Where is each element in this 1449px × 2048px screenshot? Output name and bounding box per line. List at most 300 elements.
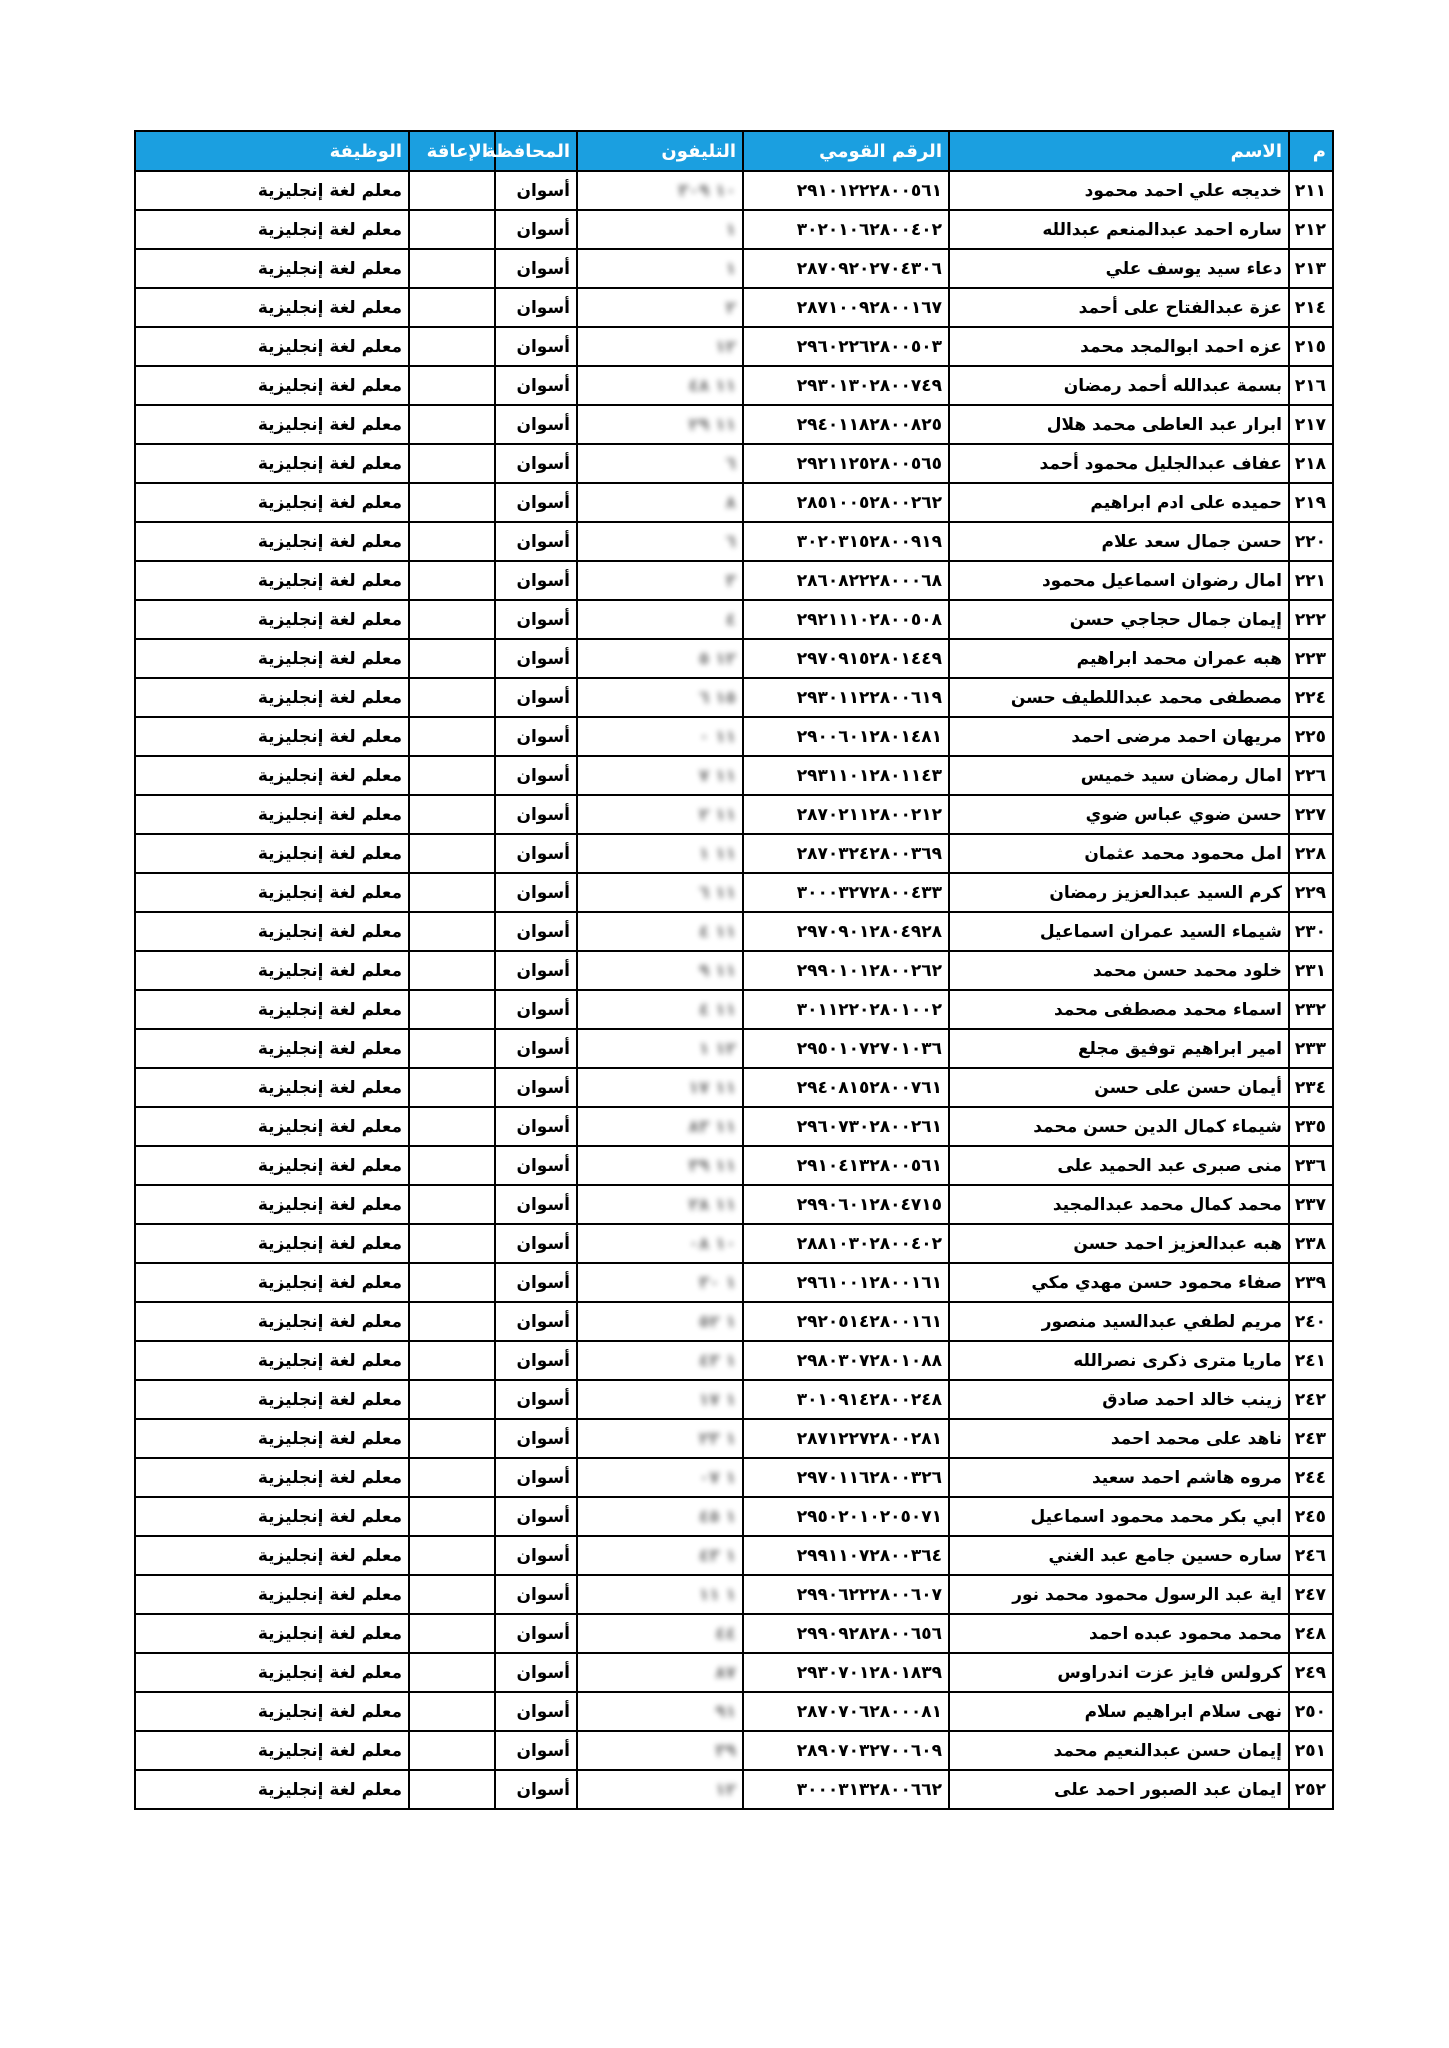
cell-phone — [577, 1263, 743, 1302]
cell-national-id: ٢٩١٠٤١٣٢٨٠٠٥٦١ — [743, 1146, 949, 1185]
cell-name: حسن ضوي عباس ضوي — [949, 795, 1289, 834]
cell-job: معلم لغة إنجليزية — [135, 1107, 409, 1146]
cell-name: عفاف عبدالجليل محمود أحمد — [949, 444, 1289, 483]
table-row — [135, 1536, 1333, 1575]
cell-governorate: أسوان — [495, 600, 577, 639]
table-header — [135, 131, 1333, 171]
table-row — [135, 951, 1333, 990]
phone-value-redacted: ١٢ — [715, 1779, 736, 1800]
table-row — [135, 1341, 1333, 1380]
cell-national-id: ٣٠٠٠٣١٣٢٨٠٠٦٦٢ — [743, 1770, 949, 1809]
cell-governorate: أسوان — [495, 1302, 577, 1341]
cell-governorate: أسوان — [495, 873, 577, 912]
cell-governorate: أسوان — [495, 639, 577, 678]
cell-national-id: ٢٩٢١١٢٥٢٨٠٠٥٦٥ — [743, 444, 949, 483]
cell-national-id: ٣٠٠٠٣٢٧٢٨٠٠٤٣٣ — [743, 873, 949, 912]
cell-num: ٢٣٥ — [1289, 1107, 1333, 1146]
cell-phone — [577, 483, 743, 522]
cell-num: ٢٥١ — [1289, 1731, 1333, 1770]
cell-name: صفاء محمود حسن مهدي مكي — [949, 1263, 1289, 1302]
cell-job: معلم لغة إنجليزية — [135, 1185, 409, 1224]
cell-name: ابرار عبد العاطى محمد هلال — [949, 405, 1289, 444]
phone-value-redacted: ١١ ٢٨ — [688, 1194, 736, 1215]
cell-num: ٢٢٩ — [1289, 873, 1333, 912]
cell-national-id: ٢٩٦٠٢٢٦٢٨٠٠٥٠٣ — [743, 327, 949, 366]
cell-governorate: أسوان — [495, 678, 577, 717]
cell-job: معلم لغة إنجليزية — [135, 444, 409, 483]
cell-phone — [577, 951, 743, 990]
cell-national-id: ٢٩٣٠١٣٠٢٨٠٠٧٤٩ — [743, 366, 949, 405]
cell-job: معلم لغة إنجليزية — [135, 171, 409, 210]
cell-job: معلم لغة إنجليزية — [135, 1341, 409, 1380]
cell-job: معلم لغة إنجليزية — [135, 1380, 409, 1419]
cell-phone — [577, 405, 743, 444]
cell-disability — [409, 990, 495, 1029]
cell-national-id: ٢٨٧١٢٢٧٢٨٠٠٢٨١ — [743, 1419, 949, 1458]
cell-governorate: أسوان — [495, 1458, 577, 1497]
cell-national-id: ٢٩٧٠١١٦٢٨٠٠٣٢٦ — [743, 1458, 949, 1497]
table-row — [135, 1224, 1333, 1263]
cell-governorate: أسوان — [495, 1029, 577, 1068]
cell-phone — [577, 288, 743, 327]
table-row — [135, 990, 1333, 1029]
cell-job: معلم لغة إنجليزية — [135, 834, 409, 873]
cell-disability — [409, 1029, 495, 1068]
cell-phone — [577, 1302, 743, 1341]
phone-value-redacted: ١١ ١ — [698, 843, 736, 864]
cell-national-id: ٢٩٥٠٢٠١٠٢٠٥٠٧١ — [743, 1497, 949, 1536]
cell-name: امل محمود محمد عثمان — [949, 834, 1289, 873]
cell-job: معلم لغة إنجليزية — [135, 366, 409, 405]
cell-num: ٢٣٩ — [1289, 1263, 1333, 1302]
phone-value-redacted: ١٢ — [715, 336, 736, 357]
phone-value-redacted: ٦ — [725, 453, 736, 474]
phone-value-redacted: ١١ ٢٩ — [688, 414, 736, 435]
cell-national-id: ٢٨٧٠٧٠٦٢٨٠٠٠٨١ — [743, 1692, 949, 1731]
cell-job: معلم لغة إنجليزية — [135, 912, 409, 951]
cell-governorate: أسوان — [495, 1653, 577, 1692]
cell-phone — [577, 1146, 743, 1185]
cell-national-id: ٢٩٩٠١٠١٢٨٠٠٢٦٢ — [743, 951, 949, 990]
cell-num: ٢٤٢ — [1289, 1380, 1333, 1419]
phone-value-redacted: ٣٩ — [715, 1740, 736, 1761]
cell-national-id: ٢٨٧٠٩٢٠٢٧٠٤٣٠٦ — [743, 249, 949, 288]
table-row — [135, 522, 1333, 561]
cell-disability — [409, 327, 495, 366]
cell-governorate: أسوان — [495, 1068, 577, 1107]
cell-disability — [409, 1302, 495, 1341]
header-num: م — [1289, 131, 1333, 171]
phone-value-redacted: ١١ ٢ — [698, 804, 736, 825]
cell-phone — [577, 249, 743, 288]
table-row — [135, 444, 1333, 483]
cell-national-id: ٢٩٩٠٦٠١٢٨٠٤٧١٥ — [743, 1185, 949, 1224]
cell-phone — [577, 1614, 743, 1653]
cell-name: حسن جمال سعد علام — [949, 522, 1289, 561]
cell-job: معلم لغة إنجليزية — [135, 990, 409, 1029]
cell-name: ساره حسين جامع عبد الغني — [949, 1536, 1289, 1575]
cell-num: ٢١٨ — [1289, 444, 1333, 483]
cell-name: محمد محمود عبده احمد — [949, 1614, 1289, 1653]
cell-disability — [409, 1575, 495, 1614]
cell-governorate: أسوان — [495, 1692, 577, 1731]
header-row — [135, 131, 1333, 171]
cell-national-id: ٢٨٧٠٣٢٤٢٨٠٠٣٦٩ — [743, 834, 949, 873]
cell-phone — [577, 990, 743, 1029]
cell-governorate: أسوان — [495, 990, 577, 1029]
cell-num: ٢٢٥ — [1289, 717, 1333, 756]
cell-num: ٢٤١ — [1289, 1341, 1333, 1380]
cell-national-id: ٢٨٨١٠٣٠٢٨٠٠٤٠٢ — [743, 1224, 949, 1263]
cell-phone — [577, 600, 743, 639]
cell-phone — [577, 1419, 743, 1458]
table-row — [135, 1614, 1333, 1653]
cell-phone — [577, 444, 743, 483]
cell-phone — [577, 1458, 743, 1497]
cell-governorate: أسوان — [495, 1497, 577, 1536]
cell-disability — [409, 1458, 495, 1497]
cell-disability — [409, 1380, 495, 1419]
cell-phone — [577, 1341, 743, 1380]
cell-job: معلم لغة إنجليزية — [135, 522, 409, 561]
cell-phone — [577, 210, 743, 249]
cell-job: معلم لغة إنجليزية — [135, 288, 409, 327]
header-phone: التليفون — [577, 131, 743, 171]
cell-num: ٢٣٦ — [1289, 1146, 1333, 1185]
table-row — [135, 249, 1333, 288]
cell-job: معلم لغة إنجليزية — [135, 405, 409, 444]
phone-value-redacted: ١٢ ١ — [698, 1038, 736, 1059]
table-row — [135, 600, 1333, 639]
cell-disability — [409, 756, 495, 795]
cell-phone — [577, 1380, 743, 1419]
cell-disability — [409, 1653, 495, 1692]
cell-disability — [409, 483, 495, 522]
table-row — [135, 366, 1333, 405]
cell-phone — [577, 912, 743, 951]
table-row — [135, 1497, 1333, 1536]
cell-job: معلم لغة إنجليزية — [135, 600, 409, 639]
cell-num: ٢٥٢ — [1289, 1770, 1333, 1809]
header-job: الوظيفة — [135, 131, 409, 171]
cell-job: معلم لغة إنجليزية — [135, 327, 409, 366]
cell-national-id: ٢٩٣٠٧٠١٢٨٠١٨٣٩ — [743, 1653, 949, 1692]
cell-name: مروه هاشم احمد سعيد — [949, 1458, 1289, 1497]
cell-num: ٢٤٧ — [1289, 1575, 1333, 1614]
cell-num: ٢٤٣ — [1289, 1419, 1333, 1458]
cell-name: إيمان حسن عبدالنعيم محمد — [949, 1731, 1289, 1770]
phone-value-redacted: ٨ — [725, 492, 736, 513]
cell-num: ٢٢٠ — [1289, 522, 1333, 561]
cell-num: ٢٣٤ — [1289, 1068, 1333, 1107]
table-row — [135, 1770, 1333, 1809]
cell-national-id: ٢٩٥٠١٠٧٢٧٠١٠٣٦ — [743, 1029, 949, 1068]
cell-phone — [577, 717, 743, 756]
header-governorate: المحافظة — [495, 131, 577, 171]
phone-value-redacted: ١ ٠٧ — [698, 1467, 736, 1488]
table-row — [135, 717, 1333, 756]
cell-national-id: ٢٨٦٠٨٢٢٢٨٠٠٠٦٨ — [743, 561, 949, 600]
cell-num: ٢٢٣ — [1289, 639, 1333, 678]
cell-disability — [409, 171, 495, 210]
header-national-id: الرقم القومي — [743, 131, 949, 171]
cell-disability — [409, 1497, 495, 1536]
cell-governorate: أسوان — [495, 327, 577, 366]
cell-name: خلود محمد حسن محمد — [949, 951, 1289, 990]
cell-disability — [409, 210, 495, 249]
cell-name: هبه عبدالعزيز احمد حسن — [949, 1224, 1289, 1263]
cell-name: شيماء السيد عمران اسماعيل — [949, 912, 1289, 951]
table-row — [135, 1068, 1333, 1107]
cell-phone — [577, 639, 743, 678]
cell-phone — [577, 1731, 743, 1770]
cell-name: ساره احمد عبدالمنعم عبدالله — [949, 210, 1289, 249]
cell-name: أيمان حسن على حسن — [949, 1068, 1289, 1107]
phone-value-redacted: ١ ٢٣ — [698, 1428, 736, 1449]
table-row — [135, 912, 1333, 951]
cell-governorate: أسوان — [495, 561, 577, 600]
cell-num: ٢٣١ — [1289, 951, 1333, 990]
phone-value-redacted: ١٢ ٥ — [698, 648, 736, 669]
cell-national-id: ٢٩٤٠٨١٥٢٨٠٠٧٦١ — [743, 1068, 949, 1107]
cell-name: ماريا مترى ذكرى نصرالله — [949, 1341, 1289, 1380]
cell-governorate: أسوان — [495, 1146, 577, 1185]
cell-job: معلم لغة إنجليزية — [135, 1653, 409, 1692]
cell-national-id: ٣٠٢٠٣١٥٢٨٠٠٩١٩ — [743, 522, 949, 561]
cell-governorate: أسوان — [495, 1419, 577, 1458]
cell-job: معلم لغة إنجليزية — [135, 795, 409, 834]
phone-value-redacted: ١ — [725, 219, 736, 240]
phone-value-redacted: ١ ٤٥ — [698, 1506, 736, 1527]
cell-national-id: ٢٩٩١١٠٧٢٨٠٠٣٦٤ — [743, 1536, 949, 1575]
cell-phone — [577, 873, 743, 912]
cell-disability — [409, 795, 495, 834]
cell-disability — [409, 639, 495, 678]
cell-name: مصطفى محمد عبداللطيف حسن — [949, 678, 1289, 717]
cell-phone — [577, 1770, 743, 1809]
cell-disability — [409, 522, 495, 561]
phone-value-redacted: ١١ ٠ — [698, 726, 736, 747]
cell-num: ٢١٤ — [1289, 288, 1333, 327]
cell-job: معلم لغة إنجليزية — [135, 1536, 409, 1575]
table-row — [135, 210, 1333, 249]
cell-num: ٢٤٩ — [1289, 1653, 1333, 1692]
cell-national-id: ٢٩٣١١٠١٢٨٠١١٤٣ — [743, 756, 949, 795]
cell-phone — [577, 327, 743, 366]
cell-disability — [409, 912, 495, 951]
cell-phone — [577, 1536, 743, 1575]
cell-job: معلم لغة إنجليزية — [135, 1458, 409, 1497]
cell-job: معلم لغة إنجليزية — [135, 873, 409, 912]
cell-national-id: ٢٩٦١٠٠١٢٨٠٠١٦١ — [743, 1263, 949, 1302]
table-row — [135, 1302, 1333, 1341]
cell-num: ٢٣٣ — [1289, 1029, 1333, 1068]
table-row — [135, 405, 1333, 444]
cell-name: ابي بكر محمد محمود اسماعيل — [949, 1497, 1289, 1536]
cell-disability — [409, 1692, 495, 1731]
phone-value-redacted: ٤ — [725, 609, 736, 630]
cell-num: ٢١٢ — [1289, 210, 1333, 249]
cell-name: امال رضوان اسماعيل محمود — [949, 561, 1289, 600]
table-row — [135, 639, 1333, 678]
cell-phone — [577, 366, 743, 405]
cell-governorate: أسوان — [495, 1107, 577, 1146]
phone-value-redacted: ٦ — [725, 531, 736, 552]
phone-value-redacted: ١٠ ٣٠٩ — [678, 180, 736, 201]
phone-value-redacted: ١١ ٧ — [698, 765, 736, 786]
phone-value-redacted: ١ ١٧ — [698, 1389, 736, 1410]
cell-name: امال رمضان سيد خميس — [949, 756, 1289, 795]
cell-name: اية عبد الرسول محمود محمد نور — [949, 1575, 1289, 1614]
cell-disability — [409, 288, 495, 327]
table-row — [135, 756, 1333, 795]
cell-governorate: أسوان — [495, 210, 577, 249]
cell-disability — [409, 1224, 495, 1263]
cell-phone — [577, 834, 743, 873]
cell-governorate: أسوان — [495, 1731, 577, 1770]
cell-national-id: ٣٠١١٢٢٠٢٨٠١٠٠٢ — [743, 990, 949, 1029]
cell-national-id: ٣٠١٠٩١٤٢٨٠٠٢٤٨ — [743, 1380, 949, 1419]
cell-national-id: ٢٨٥١٠٠٥٢٨٠٠٢٦٢ — [743, 483, 949, 522]
phone-value-redacted: ١٥ ٦ — [698, 687, 736, 708]
phone-value-redacted: ١ ٤٣ — [698, 1350, 736, 1371]
cell-national-id: ٢٨٧١٠٠٩٢٨٠٠١٦٧ — [743, 288, 949, 327]
phone-value-redacted: ٢ — [725, 297, 736, 318]
cell-national-id: ٢٩٣٠١١٢٢٨٠٠٦١٩ — [743, 678, 949, 717]
cell-num: ٢١٧ — [1289, 405, 1333, 444]
cell-job: معلم لغة إنجليزية — [135, 1146, 409, 1185]
cell-disability — [409, 1263, 495, 1302]
cell-name: اسماء محمد مصطفى محمد — [949, 990, 1289, 1029]
cell-national-id: ٢٩٧٠٩٠١٢٨٠٤٩٢٨ — [743, 912, 949, 951]
cell-phone — [577, 1497, 743, 1536]
cell-national-id: ٢٨٧٠٢١١٢٨٠٠٢١٢ — [743, 795, 949, 834]
cell-disability — [409, 873, 495, 912]
phone-value-redacted: ١١ ٨٣ — [688, 1116, 736, 1137]
cell-name: نهى سلام ابراهيم سلام — [949, 1692, 1289, 1731]
table-row — [135, 1263, 1333, 1302]
cell-phone — [577, 1224, 743, 1263]
phone-value-redacted: ١١ ٤ — [698, 999, 736, 1020]
cell-job: معلم لغة إنجليزية — [135, 756, 409, 795]
cell-job: معلم لغة إنجليزية — [135, 249, 409, 288]
cell-num: ٢٢٦ — [1289, 756, 1333, 795]
cell-disability — [409, 366, 495, 405]
cell-governorate: أسوان — [495, 366, 577, 405]
employee-table — [134, 130, 1334, 1810]
cell-job: معلم لغة إنجليزية — [135, 951, 409, 990]
cell-job: معلم لغة إنجليزية — [135, 561, 409, 600]
cell-national-id: ٢٩٦٠٧٣٠٢٨٠٠٢٦١ — [743, 1107, 949, 1146]
cell-governorate: أسوان — [495, 522, 577, 561]
table-row — [135, 1029, 1333, 1068]
cell-governorate: أسوان — [495, 444, 577, 483]
cell-phone — [577, 561, 743, 600]
cell-governorate: أسوان — [495, 1770, 577, 1809]
cell-job: معلم لغة إنجليزية — [135, 1263, 409, 1302]
phone-value-redacted: ١٠ ٠٨ — [688, 1233, 736, 1254]
cell-phone — [577, 795, 743, 834]
cell-job: معلم لغة إنجليزية — [135, 1068, 409, 1107]
cell-num: ٢٣٨ — [1289, 1224, 1333, 1263]
cell-phone — [577, 1692, 743, 1731]
cell-disability — [409, 1107, 495, 1146]
cell-num: ٢٢٢ — [1289, 600, 1333, 639]
cell-name: زينب خالد احمد صادق — [949, 1380, 1289, 1419]
cell-disability — [409, 834, 495, 873]
phone-value-redacted: ١ ٣٠ — [698, 1272, 736, 1293]
phone-value-redacted: ١ ٤٣ — [698, 1545, 736, 1566]
cell-name: محمد كمال محمد عبدالمجيد — [949, 1185, 1289, 1224]
table-row — [135, 1380, 1333, 1419]
cell-num: ٢٣٢ — [1289, 990, 1333, 1029]
cell-name: هبه عمران محمد ابراهيم — [949, 639, 1289, 678]
cell-governorate: أسوان — [495, 1380, 577, 1419]
table-row — [135, 1653, 1333, 1692]
cell-disability — [409, 951, 495, 990]
cell-phone — [577, 1653, 743, 1692]
phone-value-redacted: ١ ٥٢ — [698, 1311, 736, 1332]
cell-name: كرم السيد عبدالعزيز رمضان — [949, 873, 1289, 912]
cell-phone — [577, 522, 743, 561]
cell-name: خديجه علي احمد محمود — [949, 171, 1289, 210]
cell-job: معلم لغة إنجليزية — [135, 483, 409, 522]
cell-national-id: ٢٩٤٠١١٨٢٨٠٠٨٢٥ — [743, 405, 949, 444]
cell-disability — [409, 600, 495, 639]
cell-num: ٢٤٥ — [1289, 1497, 1333, 1536]
cell-phone — [577, 1107, 743, 1146]
cell-num: ٢١٦ — [1289, 366, 1333, 405]
cell-disability — [409, 561, 495, 600]
cell-governorate: أسوان — [495, 912, 577, 951]
cell-job: معلم لغة إنجليزية — [135, 1497, 409, 1536]
cell-name: دعاء سيد يوسف علي — [949, 249, 1289, 288]
phone-value-redacted: ١١ ٣٩ — [688, 1155, 736, 1176]
table-row — [135, 288, 1333, 327]
cell-name: عزه احمد ابوالمجد محمد — [949, 327, 1289, 366]
cell-national-id: ٢٩٢١١١٠٢٨٠٠٥٠٨ — [743, 600, 949, 639]
cell-num: ٢٢١ — [1289, 561, 1333, 600]
phone-value-redacted: ١١ ٦ — [698, 882, 736, 903]
cell-name: كرولس فايز عزت اندراوس — [949, 1653, 1289, 1692]
cell-name: مريم لطفي عبدالسيد منصور — [949, 1302, 1289, 1341]
cell-phone — [577, 171, 743, 210]
cell-num: ٢١١ — [1289, 171, 1333, 210]
table-row — [135, 834, 1333, 873]
cell-national-id: ٢٩٨٠٣٠٧٢٨٠١٠٨٨ — [743, 1341, 949, 1380]
cell-national-id: ٢٩٠٠٦٠١٢٨٠١٤٨١ — [743, 717, 949, 756]
cell-national-id: ٢٩٩٠٩٢٨٢٨٠٠٦٥٦ — [743, 1614, 949, 1653]
cell-governorate: أسوان — [495, 171, 577, 210]
cell-name: شيماء كمال الدين حسن محمد — [949, 1107, 1289, 1146]
table-row — [135, 1575, 1333, 1614]
table-row — [135, 1419, 1333, 1458]
phone-value-redacted: ١١ ٤ — [698, 921, 736, 942]
cell-governorate: أسوان — [495, 756, 577, 795]
cell-governorate: أسوان — [495, 1224, 577, 1263]
cell-name: مريهان احمد مرضى احمد — [949, 717, 1289, 756]
cell-disability — [409, 717, 495, 756]
phone-value-redacted: ١١ ١٧ — [688, 1077, 736, 1098]
cell-national-id: ٢٩١٠١٢٢٢٨٠٠٥٦١ — [743, 171, 949, 210]
cell-phone — [577, 1575, 743, 1614]
cell-national-id: ٢٩٩٠٦٢٢٢٨٠٠٦٠٧ — [743, 1575, 949, 1614]
cell-num: ٢٣٠ — [1289, 912, 1333, 951]
cell-job: معلم لغة إنجليزية — [135, 1224, 409, 1263]
cell-name: حميده على ادم ابراهيم — [949, 483, 1289, 522]
table-row — [135, 795, 1333, 834]
cell-job: معلم لغة إنجليزية — [135, 639, 409, 678]
